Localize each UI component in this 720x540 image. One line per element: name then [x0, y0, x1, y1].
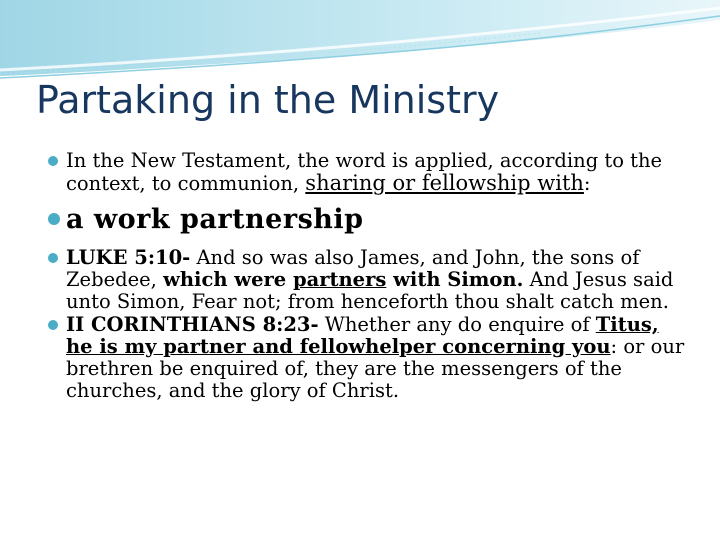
bullet-dot-icon — [48, 156, 58, 166]
bullet-dot-icon — [48, 253, 58, 263]
bullet-text: And Jesus said unto Simon, Fear not; from henceforth thou shalt catch men. — [66, 268, 674, 313]
bullet-list — [48, 150, 688, 402]
bullet-text: In the New Testament, the word is applied, according to the context, to communion, — [66, 149, 663, 195]
emphasis-text: which were — [163, 268, 293, 291]
bullet-dot-icon — [48, 213, 60, 225]
bullet-dot-icon — [48, 320, 58, 330]
bullet-text: Whether any do enquire of — [318, 313, 596, 336]
scripture-reference: II CORINTHIANS 8:23- — [66, 313, 319, 336]
scripture-reference: LUKE 5:10- — [66, 246, 191, 269]
bullet-item — [48, 247, 688, 313]
bullet-heading-text: a work partnership — [66, 204, 364, 235]
bullet-item — [48, 314, 688, 402]
underlined-phrase: partners — [292, 268, 387, 291]
bullet-text: : or our brethren be enquired of, they are the messengers of the churches, and the glory of Christ. — [66, 335, 685, 402]
bullet-text: And so was also James, and John, the sons of Zebedee, — [66, 246, 640, 291]
bullet-text: : — [583, 172, 591, 195]
underlined-phrase: sharing or fellowship with — [305, 171, 584, 195]
page-title: Partaking in the Ministry — [36, 78, 500, 122]
bullet-item — [48, 150, 688, 195]
underlined-phrase: Titus, he is my partner and fellowhelper concerning you — [66, 313, 659, 358]
bullet-item-heading — [48, 205, 688, 235]
emphasis-text: with Simon. — [386, 268, 524, 291]
decorative-header-waves — [0, 0, 720, 80]
